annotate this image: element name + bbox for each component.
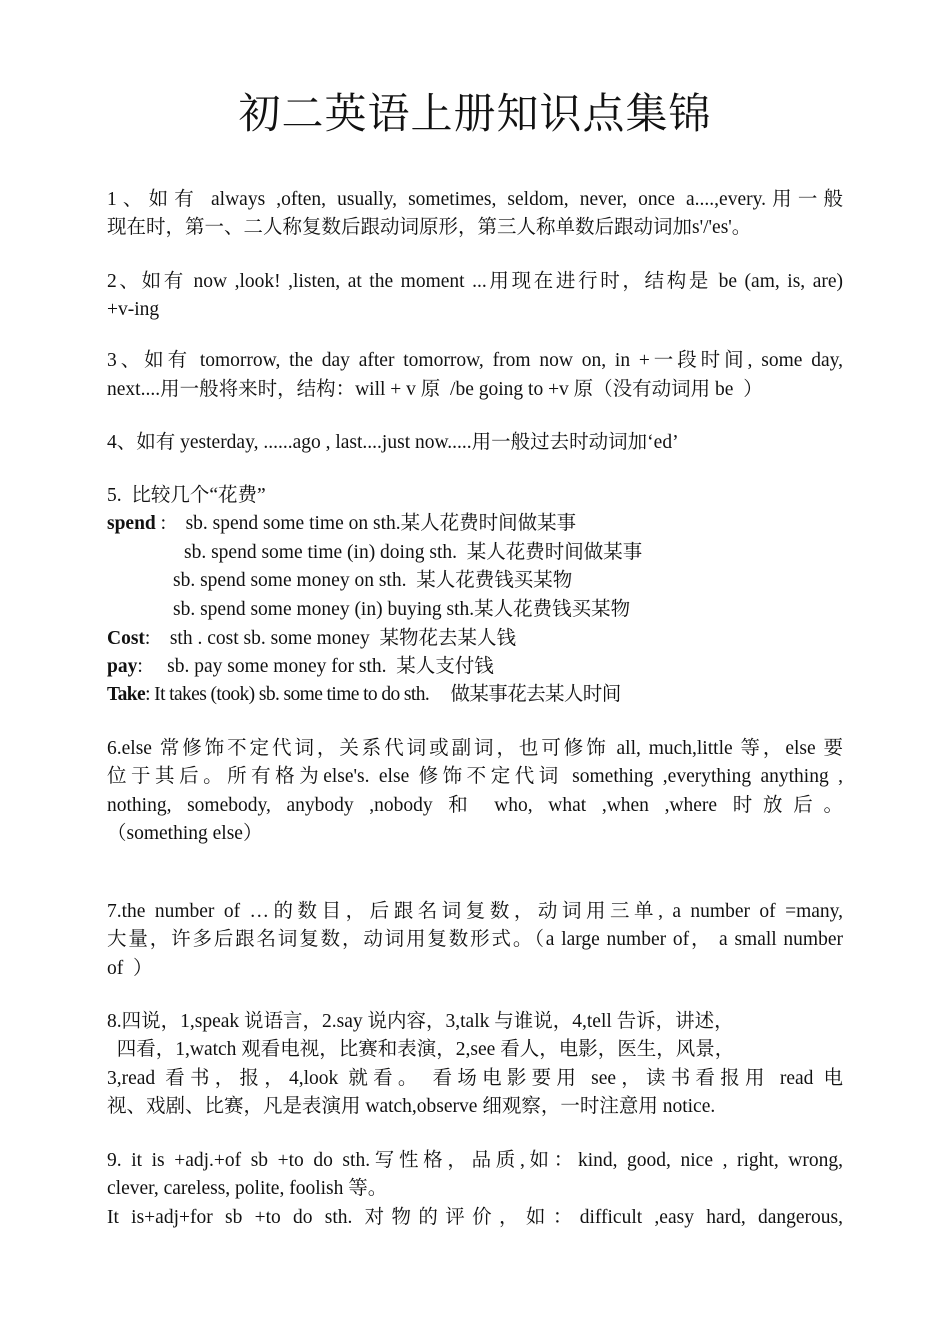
s2-line-1: 2、如有 now ,look! ,listen, at the moment ...用现在进行时，结构是 be (am, is, are) xyxy=(107,271,843,292)
s3-line-1: 3、如有 tomorrow, the day after tomorrow, from now on, in +一段时间, some day, xyxy=(107,350,843,371)
cost-row xyxy=(107,626,516,652)
s4-line-1: 4、如有 yesterday, ......ago , last....just now.....用一般过去时动词加‘ed’ xyxy=(107,432,679,453)
s8-line-3: 3,read 看书，报，4,look 就看。 看场电影要用 see，读书看报用 read 电 xyxy=(107,1068,843,1089)
pay-row xyxy=(107,654,494,680)
s7-line-2: 大量，许多后跟名词复数，动词用复数形式。（a large number of， a small number xyxy=(107,929,843,950)
s6-line-2: 位于其后。所有格为else's. else 修饰不定代词 something ,everything anything , xyxy=(107,766,843,787)
s7-line-3: of ） xyxy=(107,958,153,979)
pay-label: pay xyxy=(107,656,138,677)
s2-line-2: +v-ing xyxy=(107,299,160,320)
s6-line-3: nothing, somebody, anybody ,nobody 和 who, what ,when ,where 时放后。 xyxy=(107,795,843,816)
take-label: Take xyxy=(107,684,146,705)
pay-text: : sb. pay some money for sth. 某人支付钱 xyxy=(137,656,494,677)
spend-colon: : xyxy=(155,513,186,534)
take-row xyxy=(107,682,621,708)
s9-line-3: It is+adj+for sb +to do sth. 对物的评价，如：difficult ,easy hard, dangerous, xyxy=(107,1207,843,1228)
spend-usage-3: sb. spend some money on sth. 某人花费钱买某物 xyxy=(173,570,573,591)
spend-usage-1: sb. spend some time on sth.某人花费时间做某事 xyxy=(185,513,577,534)
spend-row xyxy=(107,511,576,537)
s7-line-1: 7.the number of …的数目，后跟名词复数，动词用三单, a number of =many, xyxy=(107,901,843,922)
s1-line-2: 现在时，第一、二人称复数后跟动词原形，第三人称单数后跟动词加s'/'es'。 xyxy=(107,217,752,238)
s3-line-2: next....用一般将来时，结构：will + v 原 /be going to +v 原（没有动词用 be ） xyxy=(107,379,763,400)
s9-line-1: 9. it is +adj.+of sb +to do sth.写性格，品质,如：kind, good, nice , right, wrong, xyxy=(107,1150,843,1171)
spend-usage-4: sb. spend some money (in) buying sth.某人花费钱买某物 xyxy=(173,599,631,620)
s1-line-1: 1、如有 always ,often, usually, sometimes, seldom, never, once a....,every.用一般 xyxy=(107,189,843,210)
s6-line-1: 6.else 常修饰不定代词，关系代词或副词，也可修饰 all, much,little 等，else 要 xyxy=(107,738,843,759)
s8-line-1: 8.四说，1,speak 说语言，2.say 说内容，3,talk 与谁说，4,tell 告诉，讲述， xyxy=(107,1011,734,1032)
s8-line-4: 视、戏剧、比赛，凡是表演用 watch,observe 细观察，一时注意用 notice. xyxy=(107,1096,716,1117)
s8-line-2: 四看，1,watch 观看电视，比赛和表演，2,see 看人，电影，医生，风景， xyxy=(107,1039,735,1060)
document-title: 初二英语上册知识点集锦 xyxy=(238,89,712,138)
spend-label: spend xyxy=(107,513,156,534)
s6-line-4: （something else） xyxy=(107,823,263,844)
s5-heading: 5. 比较几个“花费” xyxy=(107,485,266,506)
spend-usage-2: sb. spend some time (in) doing sth. 某人花费时间做某事 xyxy=(184,542,643,563)
take-text: : It takes (took) sb. some time to do sth. 做某事花去某人时间 xyxy=(145,684,621,705)
cost-label: Cost xyxy=(107,628,145,649)
s9-line-2: clever, careless, polite, foolish 等。 xyxy=(107,1178,388,1199)
cost-text: : sth . cost sb. some money 某物花去某人钱 xyxy=(144,628,516,649)
